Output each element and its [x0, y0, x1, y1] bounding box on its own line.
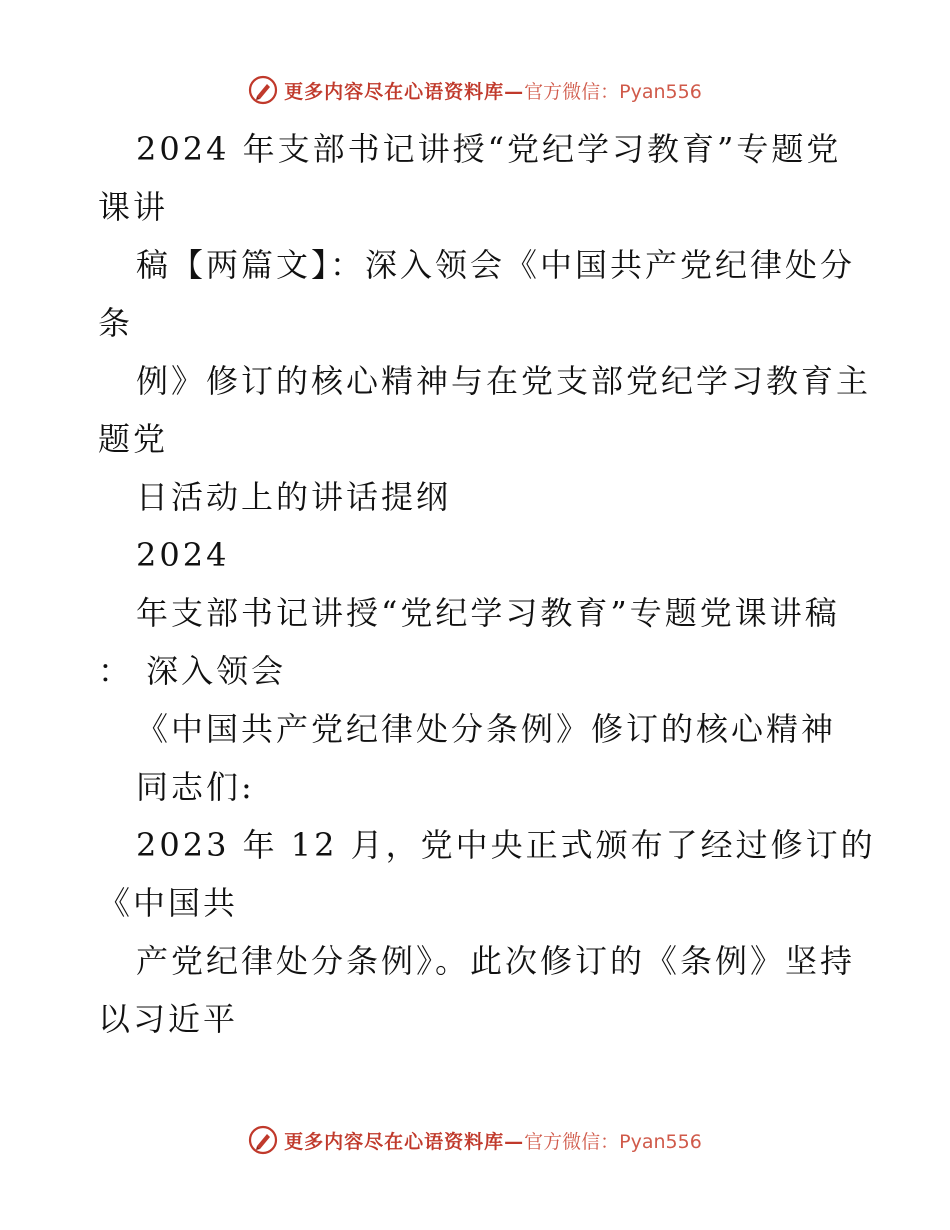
text-line: 日活动上的讲话提纲	[136, 478, 452, 516]
pen-logo-icon	[248, 1125, 278, 1155]
banner-contact: 官方微信：Pyan556	[524, 80, 702, 103]
text-line: 以习近平	[98, 1000, 239, 1038]
text-line: 2023 年 12 月，党中央正式颁布了经过修订的	[136, 826, 876, 864]
text-line: 同志们:	[136, 768, 255, 806]
pen-logo-icon	[248, 75, 278, 105]
text-line: 例》修订的核心精神与在党支部党纪学习教育主	[136, 362, 872, 400]
footer-banner	[0, 1120, 950, 1160]
text-line: 条	[98, 304, 134, 342]
header-banner	[0, 70, 950, 110]
banner-contact: 官方微信：Pyan556	[524, 1130, 702, 1153]
text-line: 产党纪律处分条例》。此次修订的《条例》坚持	[136, 942, 856, 980]
document-body	[98, 120, 876, 1048]
text-line: 《中国共	[98, 884, 239, 922]
banner-text: 更多内容尽在心语资料库—	[284, 80, 525, 103]
text-line: 题党	[98, 420, 169, 458]
text-line: 课讲	[98, 188, 169, 226]
text-line: ： 深入领会	[98, 652, 287, 690]
text-line: 年支部书记讲授“党纪学习教育”专题党课讲稿	[136, 594, 840, 632]
text-line: 2024	[136, 536, 230, 574]
text-line: 2024 年支部书记讲授“党纪学习教育”专题党	[136, 130, 842, 168]
text-line: 《中国共产党纪律处分条例》修订的核心精神	[136, 710, 837, 748]
text-line: 稿【两篇文】：深入领会《中国共产党纪律处分	[136, 246, 856, 284]
banner-text: 更多内容尽在心语资料库—	[284, 1130, 525, 1153]
